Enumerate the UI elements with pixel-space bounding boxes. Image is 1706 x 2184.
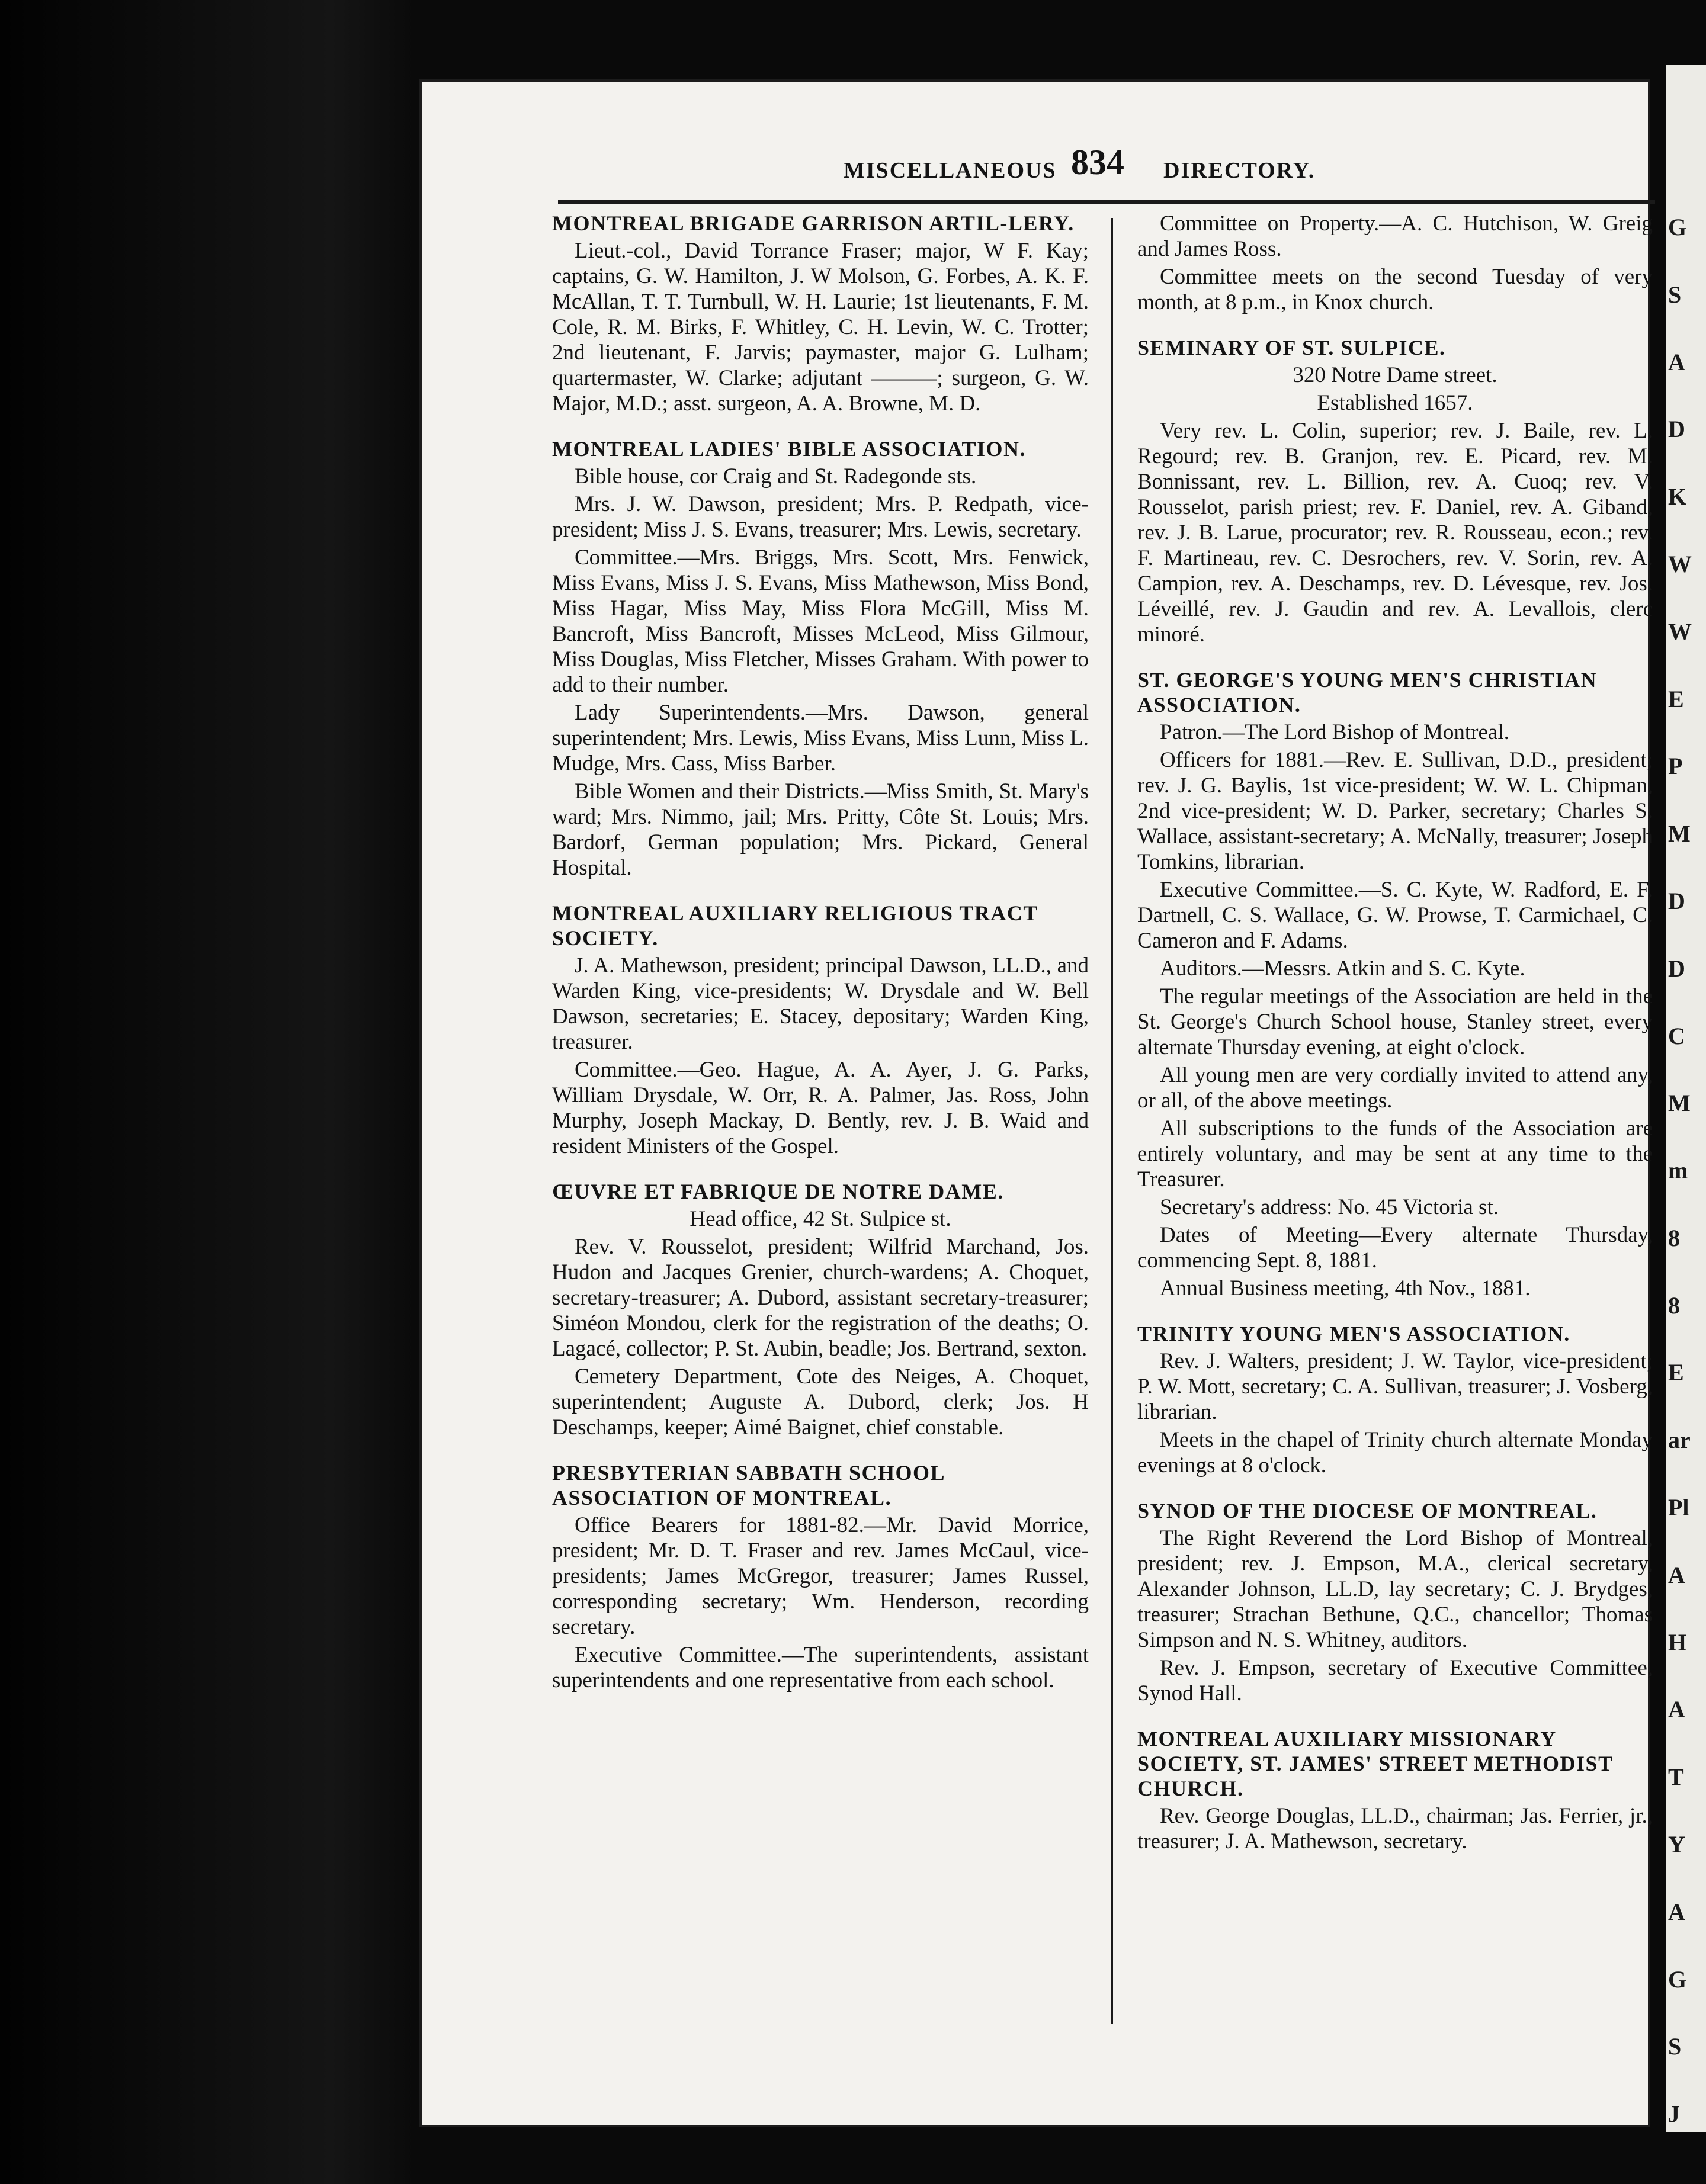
margin-letter: K <box>1668 483 1687 510</box>
entry-paragraph: Committee on Property.—A. C. Hutchison, W. Greig and James Ross. <box>1137 211 1653 261</box>
margin-letter: S <box>1668 281 1682 308</box>
margin-letter: 8 <box>1668 1292 1680 1319</box>
entry-title: SYNOD OF THE DIOCESE OF MONTREAL. <box>1137 1499 1598 1523</box>
entry-paragraph: Lady Superintendents.—Mrs. Dawson, general superintendent; Mrs. Lewis, Miss Evans, Miss Lunn, Miss L. Mudge, Mrs. Cass, Miss Barber. <box>552 701 1089 776</box>
right-column <box>1137 211 1653 1874</box>
entry-title: SEMINARY OF ST. SULPICE. <box>1137 336 1446 359</box>
margin-letter: ar <box>1668 1427 1691 1454</box>
margin-letter: D <box>1668 887 1685 914</box>
left-column <box>552 211 1089 1713</box>
margin-letter: E <box>1668 1359 1684 1386</box>
entry-paragraph: Executive Committee.—The superintendents, assistant superintendents and one representative from each school. <box>552 1643 1089 1692</box>
entry-paragraph: Head office, 42 St. Sulpice st. <box>690 1207 951 1231</box>
entry-paragraph: The Right Reverend the Lord Bishop of Montreal, president; rev. J. Empson, M.A., clerical secretary, Alexander Johnson, LL.D, lay secretary; C. J. Brydges, treasurer; Strachan Bethune, Q.C., chancellor; Thomas Simpson and N. S. Whitney, auditors. <box>1137 1526 1653 1652</box>
entry-title: PRESBYTERIAN SABBATH SCHOOL ASSOCIATION OF MONTREAL. <box>552 1461 944 1509</box>
entry-paragraph: Executive Committee.—S. C. Kyte, W. Radford, E. F. Dartnell, C. S. Wallace, G. W. Prowse, T. Carmichael, C. Cameron and F. Adams. <box>1137 878 1653 953</box>
header-rule <box>558 200 1655 204</box>
margin-letter: H <box>1668 1629 1687 1656</box>
directory-entry <box>1137 1321 1653 1478</box>
margin-letter: E <box>1668 685 1684 712</box>
entry-paragraph: Committee.—Mrs. Briggs, Mrs. Scott, Mrs. Fenwick, Miss Evans, Miss J. S. Evans, Miss Mathewson, Miss Bond, Miss Hagar, Miss May, Miss Flora McGill, Miss M. Bancroft, Miss Bancroft, Misses McLeod, Miss Gilmour, Miss Douglas, Miss Fletcher, Misses Graham. With power to add to their number. <box>552 545 1089 697</box>
microfilm-left-margin <box>0 0 415 2184</box>
directory-entry <box>552 436 1089 881</box>
header-right-title: DIRECTORY. <box>1163 158 1316 183</box>
entry-paragraph: Auditors.—Messrs. Atkin and S. C. Kyte. <box>1160 956 1525 981</box>
entry-title: MONTREAL AUXILIARY MISSIONARY SOCIETY, ST. JAMES' STREET METHODIST CHURCH. <box>1137 1727 1613 1800</box>
entry-paragraph: Committee.—Geo. Hague, A. A. Ayer, J. G. Parks, William Drysdale, W. Orr, R. A. Palmer, Jas. Ross, John Murphy, Joseph Mackay, D. Bently, rev. J. B. Waid and resident Ministers of the Gospel. <box>552 1058 1089 1158</box>
adjacent-page-strip <box>1666 65 1706 2132</box>
margin-letter: G <box>1668 1965 1687 1993</box>
entry-paragraph: J. A. Mathewson, president; principal Dawson, LL.D., and Warden King, vice-presidents; W. Drysdale and W. Bell Dawson, secretaries; E. Stacey, depositary; Warden King, treasurer. <box>552 953 1089 1054</box>
entry-paragraph: Rev. J. Walters, president; J. W. Taylor, vice-president; P. W. Mott, secretary; C. A. Sullivan, treasurer; J. Vosberg, librarian. <box>1137 1349 1653 1424</box>
directory-entry <box>552 1460 1089 1693</box>
entry-paragraph: Lieut.-col., David Torrance Fraser; major, W F. Kay; captains, G. W. Hamilton, J. W Molson, G. Forbes, A. K. F. McAllan, T. T. Turnbull, W. H. Laurie; 1st lieutenants, F. M. Cole, R. M. Birks, F. Whitley, C. H. Levin, W. C. Trotter; 2nd lieutenant, F. Jarvis; paymaster, major G. Lulham; quartermaster, W. Clarke; adjutant ———; surgeon, G. W. Major, M.D.; asst. surgeon, A. A. Browne, M. D. <box>552 239 1089 416</box>
margin-letter: A <box>1668 1561 1685 1588</box>
margin-letter: S <box>1668 2033 1682 2060</box>
margin-letter: J <box>1668 2101 1680 2128</box>
margin-letter: T <box>1668 1764 1684 1791</box>
directory-entry <box>552 211 1089 416</box>
entry-paragraph: Bible house, cor Craig and St. Radegonde sts. <box>575 464 977 489</box>
directory-page <box>422 82 1653 2125</box>
header-left-title: MISCELLANEOUS <box>844 158 1057 183</box>
margin-letter: A <box>1668 348 1685 375</box>
margin-letter: D <box>1668 416 1685 443</box>
column-divider <box>1111 218 1113 2024</box>
margin-letter: D <box>1668 955 1685 982</box>
entry-paragraph: Rev. J. Empson, secretary of Executive Committee, Synod Hall. <box>1137 1656 1653 1706</box>
entry-paragraph: All subscriptions to the funds of the Association are entirely voluntary, and may be sent at any time to the Treasurer. <box>1137 1116 1653 1191</box>
entry-paragraph: Established 1657. <box>1317 391 1473 415</box>
margin-letter: C <box>1668 1022 1685 1049</box>
margin-letter: W <box>1668 618 1692 645</box>
margin-letter: M <box>1668 820 1691 847</box>
entry-paragraph: Dates of Meeting—Every alternate Thursday, commencing Sept. 8, 1881. <box>1137 1223 1653 1273</box>
directory-entry <box>1137 1726 1653 1854</box>
page-header <box>422 142 1648 195</box>
entry-paragraph: Rev. V. Rousselot, president; Wilfrid Marchand, Jos. Hudon and Jacques Grenier, church-wardens; A. Choquet, secretary-treasurer; A. Dubord, assistant secretary-treasurer; Siméon Mondou, clerk for the registration of the deaths; O. Lagacé, collector; P. St. Aubin, beadle; Jos. Bertrand, sexton. <box>552 1235 1089 1361</box>
entry-paragraph: Cemetery Department, Cote des Neiges, A. Choquet, superintendent; Auguste A. Dubord, clerk; Jos. H Deschamps, keeper; Aimé Baignet, chief constable. <box>552 1364 1089 1440</box>
entry-title: ŒUVRE ET FABRIQUE DE NOTRE DAME. <box>552 1180 1004 1203</box>
entry-paragraph: All young men are very cordially invited to attend any, or all, of the above meetings. <box>1137 1063 1653 1113</box>
entry-title: TRINITY YOUNG MEN'S ASSOCIATION. <box>1137 1322 1570 1345</box>
entry-paragraph: Rev. George Douglas, LL.D., chairman; Jas. Ferrier, jr., treasurer; J. A. Mathewson, secretary. <box>1137 1804 1653 1854</box>
entry-paragraph: Office Bearers for 1881-82.—Mr. David Morrice, president; Mr. D. T. Fraser and rev. James McCaul, vice-presidents; James McGregor, treasurer; James Russel, corresponding secretary; Wm. Henderson, recording secretary. <box>552 1513 1089 1639</box>
margin-letter: 8 <box>1668 1224 1680 1251</box>
directory-entry <box>1137 335 1653 647</box>
entry-paragraph: Very rev. L. Colin, superior; rev. J. Baile, rev. L. Regourd; rev. B. Granjon, rev. E. Picard, rev. M. Bonnissant, rev. L. Billion, rev. A. Cuoq; rev. V. Rousselot, parish priest; rev. F. Daniel, rev. A. Giband, rev. J. B. Larue, procurator; rev. R. Rousseau, econ.; rev. F. Martineau, rev. C. Desrochers, rev. V. Sorin, rev. A. Campion, rev. A. Deschamps, rev. D. Lévesque, rev. Jos. Léveillé, rev. J. Gaudin and rev. A. Levallois, clerc minoré. <box>1137 419 1653 647</box>
margin-letter: Pl <box>1668 1494 1689 1521</box>
entry-paragraph: Committee meets on the second Tuesday of very month, at 8 p.m., in Knox church. <box>1137 265 1653 314</box>
directory-entry <box>1137 211 1653 315</box>
entry-title: MONTREAL BRIGADE GARRISON ARTIL-LERY. <box>552 211 1075 235</box>
directory-entry <box>552 901 1089 1159</box>
directory-entry <box>1137 1498 1653 1706</box>
entry-paragraph: 320 Notre Dame street. <box>1293 363 1497 387</box>
entry-paragraph: Bible Women and their Districts.—Miss Smith, St. Mary's ward; Mrs. Nimmo, jail; Mrs. Pritty, Côte St. Louis; Mrs. Bardorf, German population; Mrs. Pickard, General Hospital. <box>552 779 1089 880</box>
margin-letter: P <box>1668 753 1683 780</box>
entry-paragraph: Secretary's address: No. 45 Victoria st. <box>1160 1195 1499 1219</box>
margin-letter: m <box>1668 1157 1688 1184</box>
margin-letter: A <box>1668 1898 1685 1925</box>
directory-entry <box>1137 667 1653 1301</box>
entry-paragraph: Mrs. J. W. Dawson, president; Mrs. P. Redpath, vice-president; Miss J. S. Evans, treasurer; Mrs. Lewis, secretary. <box>552 492 1089 542</box>
margin-letter: M <box>1668 1090 1691 1117</box>
margin-letter: W <box>1668 550 1692 577</box>
entry-paragraph: The regular meetings of the Association are held in the St. George's Church School house, Stanley street, every alternate Thursday evening, at eight o'clock. <box>1137 984 1653 1059</box>
entry-title: MONTREAL AUXILIARY RELIGIOUS TRACT SOCIETY. <box>552 901 1038 950</box>
entry-paragraph: Meets in the chapel of Trinity church alternate Monday evenings at 8 o'clock. <box>1137 1428 1653 1478</box>
margin-letter: A <box>1668 1696 1685 1723</box>
entry-paragraph: Annual Business meeting, 4th Nov., 1881. <box>1160 1276 1531 1300</box>
directory-entry <box>552 1179 1089 1440</box>
entry-paragraph: Patron.—The Lord Bishop of Montreal. <box>1160 720 1509 744</box>
page-number: 834 <box>1071 143 1124 182</box>
margin-letter: Y <box>1668 1831 1685 1858</box>
margin-letter: G <box>1668 214 1687 240</box>
entry-paragraph: Officers for 1881.—Rev. E. Sullivan, D.D., president; rev. J. G. Baylis, 1st vice-president; W. W. L. Chipman, 2nd vice-president; W. D. Parker, secretary; Charles S. Wallace, assistant-secretary; A. McNally, treasurer; Joseph Tomkins, librarian. <box>1137 748 1653 874</box>
entry-title: MONTREAL LADIES' BIBLE ASSOCIATION. <box>552 437 1027 461</box>
entry-title: ST. GEORGE'S YOUNG MEN'S CHRISTIAN ASSOCIATION. <box>1137 668 1598 717</box>
